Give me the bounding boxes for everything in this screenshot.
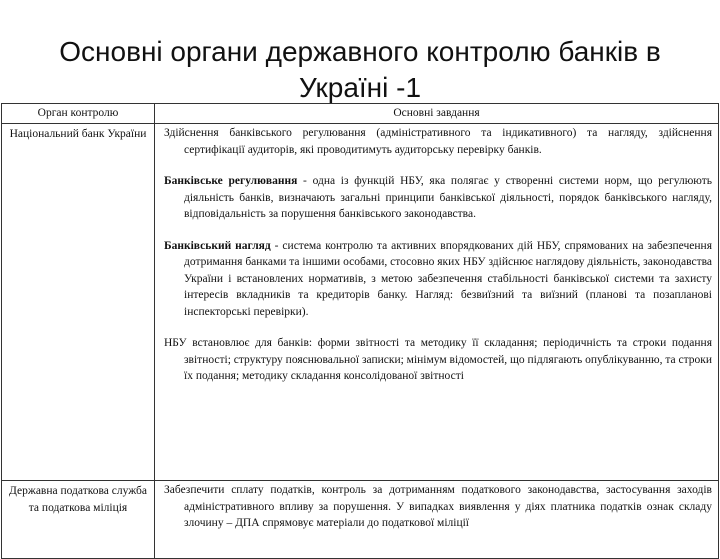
task-text: - система контролю та активних впорядкованих дій НБУ, спрямованих на забезпечення дотримання банками та іншими особами, стосовно яких НБУ здійснює наглядову діяльність, законодавства України і встановлених нормативів, з метою забезпечення стабільності банківської системи та захисту інтересів вкладників та кредиторів банку. Нагляд: безвиїзний та виїзний (планові та позапланові інспекторські перевірки). [184,239,712,318]
control-bodies-table [1,103,719,559]
task-text: Здійснення банківського регулювання (адміністративного та індикативного) та нагляду, здійснення сертифікації аудиторів, які проводитимуть аудиторську перевірку банків. [164,127,712,156]
table-row [2,124,719,481]
task-paragraph [164,173,712,223]
slide-title: Основні органи державного контролю банків в Україні -1 [59,36,661,103]
task-paragraph [164,335,712,385]
header-organ: Орган контролю [2,104,155,124]
header-tasks: Основні завдання [155,104,719,124]
task-term: Банківський нагляд [164,239,271,252]
tasks-cell [155,124,719,481]
task-term: Банківське регулювання [164,175,298,187]
task-paragraph [164,125,712,158]
table-row [2,481,719,559]
table-header-row [2,104,719,124]
task-paragraph [164,482,712,532]
task-text: НБУ встановлює для банків: форми звітності та методику її складання; періодичність та строки подання звітності; структуру пояснювальної записки; мінімум відомостей, що підлягають опублікуванню, та строки їх подання; методику складання консолідованої звітності [164,337,712,382]
task-text: - одна із функцій НБУ, яка полягає у створенні системи норм, що регулюють діяльність банків, визначають загальні принципи банківської діяльності, порядок банківського нагляду, відповідальність за порушення банківського законодавства. [184,175,713,220]
organ-cell: Національний банк України [2,124,155,481]
task-paragraph [164,238,712,321]
organ-cell: Державна податкова служба та податкова міліція [2,481,155,559]
tasks-cell [155,481,719,559]
task-text: Забезпечити сплату податків, контроль за дотриманням податкового законодавства, застосування заходів адміністративного впливу за порушення. У випадках виявлення у діях платника податків ознак складу злочину – ДПА спрямовує матеріали до податкової міліції [164,484,712,529]
